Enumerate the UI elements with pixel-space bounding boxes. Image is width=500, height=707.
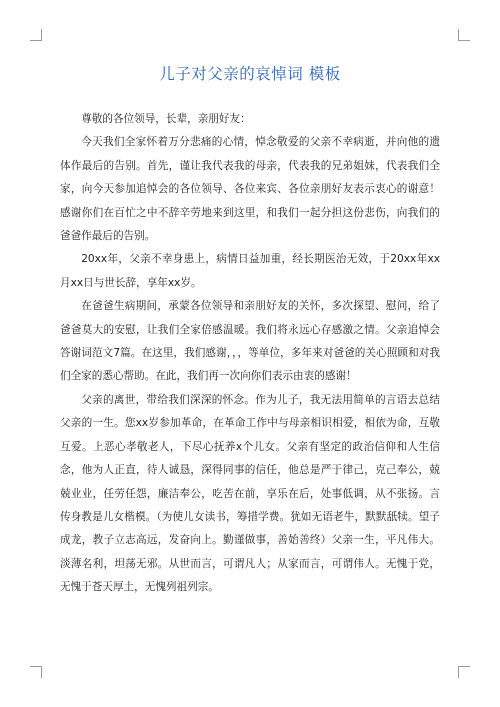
- document-title: 儿子对父亲的哀悼词 模板: [159, 65, 341, 83]
- body-paragraph: 父亲的离世，带给我们深深的怀念。作为儿子，我无法用简单的言语去总结父亲的一生。您xx岁参加革命，在革命工作中与母亲相识相爱，相依为命，互敬互爱。上恶心孝敬老人，下尽心抚养x个儿女。父亲有坚定的政治信仰和人生信念，他为人正直，待人诚恳，深得同事的信任，他总是严于律己，克己奉公，兢兢业业，任劳任怨，廉洁奉公，吃苦在前，享乐在后，处事低调，从不张扬。言传身教是儿女楷模。（为使儿女读书，筹措学费。犹如无语老牛，默默舐犊。望子成龙，教子立志高远，发奋向上。勤谨做事，善始善终）父亲一生，平凡伟大。淡薄名利，坦荡无邪。从世而言，可谓凡人；从家而言，可谓伟人。无愧于党，无愧于苍天厚土，无愧列祖列宗。: [60, 393, 440, 594]
- crop-mark-bottom-right-h: [458, 666, 470, 667]
- crop-mark-bottom-right-v: [458, 666, 459, 678]
- body-paragraph: 20xx年，父亲不幸身患上，病情日益加重，经长期医治无效，于20xx年xx月xx日与世长辞，享年xx岁。: [60, 253, 440, 289]
- crop-mark-top-left-v: [41, 29, 42, 41]
- crop-mark-bottom-left-v: [41, 666, 42, 678]
- body-paragraph: 在爸爸生病期间，承蒙各位领导和亲朋好友的关怀，多次探望、慰问，给了爸爸莫大的安慰，让我们全家倍感温暖。我们将永远心存感激之情。父亲追悼会答谢词范文7篇。在这里，我们感谢，，，等单位，多年来对爸爸的关心照顾和对我们全家的悉心帮助。在此，我们再一次向你们表示由衷的感谢！: [60, 300, 440, 383]
- crop-mark-top-right-h: [458, 40, 470, 41]
- body-paragraph: 今天我们全家怀着万分悲痛的心情，悼念敬爱的父亲不幸病逝，并向他的遗体作最后的告别。首先，谨让我代表我的母亲，代表我的兄弟姐妹，代表我们全家，向今天参加追悼会的各位领导、各位来宾、各位亲朋好友表示衷心的谢意！感谢你们在百忙之中不辞辛劳地来到这里，和我们一起分担这份悲伤，向我们的爸爸作最后的告别。: [60, 136, 440, 243]
- salutation-paragraph: 尊敬的各位领导，长辈，亲朋好友：: [81, 113, 251, 125]
- document-body: [60, 108, 440, 600]
- crop-mark-top-right-v: [458, 29, 459, 41]
